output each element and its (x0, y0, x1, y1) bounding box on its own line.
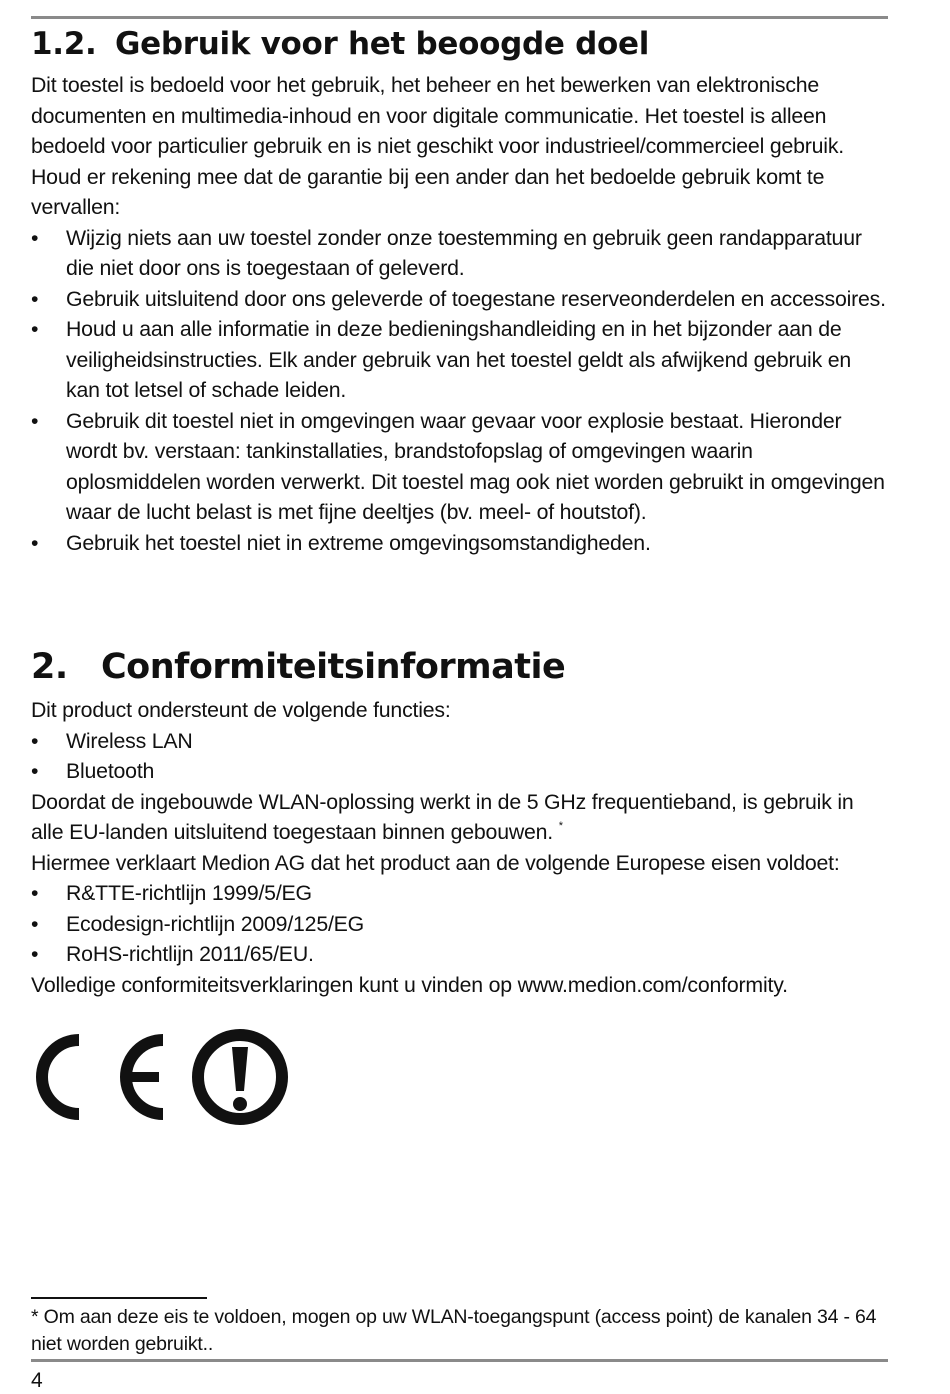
page-number: 4 (31, 1369, 43, 1392)
section-heading-2 (31, 645, 565, 689)
section-number: 1.2. (31, 26, 97, 62)
ce-alert-marks (31, 1027, 301, 1127)
directives-list (31, 878, 888, 970)
section-1-2-body (31, 70, 888, 558)
bullet-icon: • (31, 530, 39, 555)
bullet-icon: • (31, 911, 39, 936)
list-item: • Wireless LAN (31, 726, 888, 757)
section-2-body (31, 695, 888, 1000)
list-item: • RoHS-richtlijn 2011/65/EU. (31, 939, 888, 970)
list-item: • Ecodesign-richtlijn 2009/125/EG (31, 909, 888, 940)
list-item: • Gebruik uitsluitend door ons geleverde of toegestane reserveonderdelen en accessoires. (31, 284, 888, 315)
section-title: Gebruik voor het beoogde doel (115, 26, 650, 62)
list-item: • Wijzig niets aan uw toestel zonder onze toestemming en gebruik geen randapparatuur die niet door ons is toegestaan of geleverd. (31, 223, 888, 284)
bullet-icon: • (31, 286, 39, 311)
features-intro: Dit product ondersteunt de volgende functies: (31, 698, 451, 722)
footnote: * Om aan deze eis te voldoen, mogen op uw WLAN-toegangspunt (access point) de kanalen 34 - 64 niet worden gebruikt.. (31, 1306, 877, 1355)
alert-circle-icon (198, 1035, 282, 1119)
bullet-icon: • (31, 881, 39, 905)
footnote-divider (31, 1297, 207, 1299)
list-item: • Gebruik dit toestel niet in omgevingen waar gevaar voor explosie bestaat. Hieronder wordt bv. verstaan: tankinstallaties, brandstofopslag of omgevingen waarin oplosmiddelen worden verwerkt. Dit toestel mag ook niet worden gebruikt in omgevingen waar de lucht belast is met fijne deeltjes (bv. meel- of houtstof). (31, 406, 888, 528)
bullet-icon: • (31, 408, 39, 433)
bullet-icon: • (31, 225, 39, 250)
section-number: 2. (31, 647, 68, 687)
features-list (31, 726, 888, 787)
bullet-icon: • (31, 317, 39, 341)
ce-mark-icon (42, 1040, 163, 1114)
footnote-marker: * (558, 820, 563, 832)
section-heading-1-2 (31, 24, 649, 64)
intended-use-paragraph: Dit toestel is bedoeld voor het gebruik, het beheer en het bewerken van elektronische documenten en multimedia-inhoud en voor digitale communicatie. Het toestel is alleen bedoeld voor particulier gebruik en is niet geschikt voor industrieel/commercieel gebruik. (31, 73, 844, 158)
list-item: • Houd u aan alle informatie in deze bedieningshandleiding en in het bijzonder aan de veiligheidsinstructies. Elk ander gebruik van het toestel geldt als afwijkend gebruik en kan tot letsel of schade leiden. (31, 314, 888, 406)
usage-rules-list (31, 223, 888, 559)
warranty-paragraph: Houd er rekening mee dat de garantie bij een ander dan het bedoelde gebruik komt te vervallen: (31, 164, 825, 219)
bullet-icon: • (31, 942, 39, 966)
bottom-divider (31, 1359, 888, 1362)
wlan-note: Doordat de ingebouwde WLAN-oplossing werkt in de 5 GHz frequentieband, is gebruik in alle EU-landen uitsluitend toegestaan binnen gebouwen. * (31, 789, 854, 844)
conformity-link-paragraph: Volledige conformiteitsverklaringen kunt u vinden op www.medion.com/conformity. (31, 972, 788, 997)
section-title: Conformiteitsinformatie (101, 647, 566, 687)
list-item: • Gebruik het toestel niet in extreme omgevingsomstandigheden. (31, 528, 888, 559)
top-divider (31, 16, 888, 19)
declaration-paragraph: Hiermee verklaart Medion AG dat het product aan de volgende Europese eisen voldoet: (31, 850, 840, 875)
list-item: • Bluetooth (31, 756, 888, 787)
bullet-icon: • (31, 728, 39, 753)
list-item: • R&TTE-richtlijn 1999/5/EG (31, 878, 888, 909)
bullet-icon: • (31, 759, 39, 783)
